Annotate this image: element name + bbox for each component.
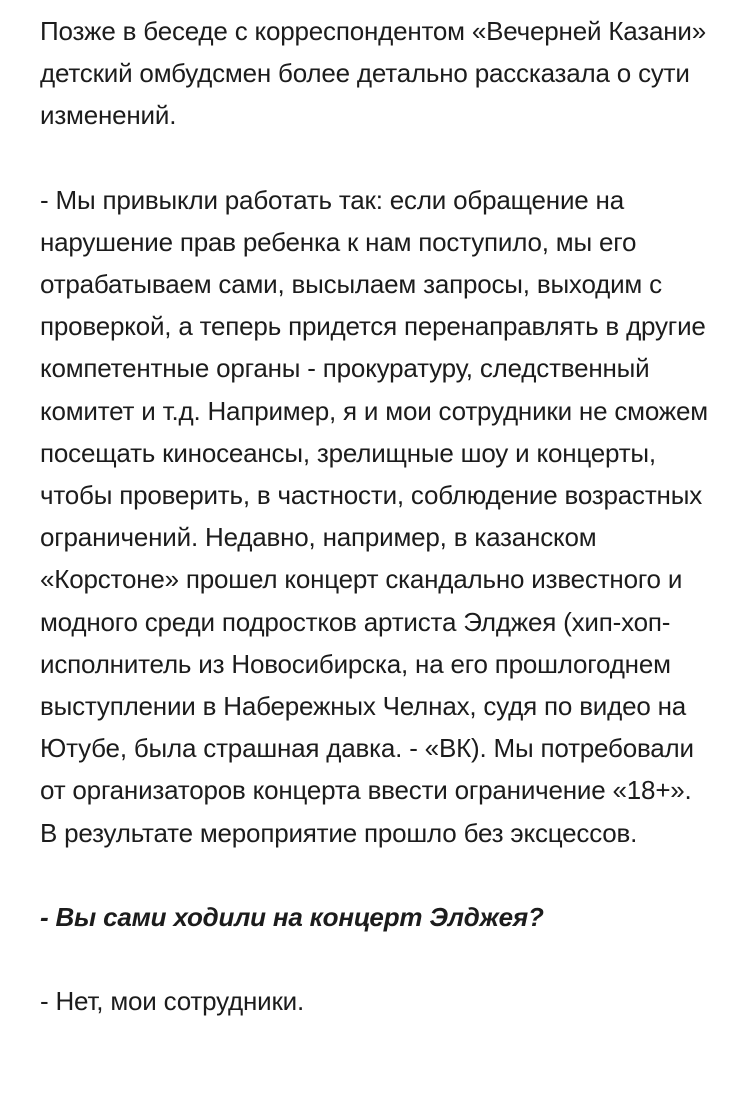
answer-paragraph-2: - Нет, мои сотрудники. bbox=[40, 986, 304, 1017]
question-paragraph: - Вы сами ходили на концерт Элджея? bbox=[40, 901, 544, 932]
intro-paragraph: Позже в беседе с корреспондентом «Вечерней Казани» детский омбудсмен более детально рассказала о сути изменений. bbox=[40, 16, 706, 131]
article-body bbox=[40, 10, 710, 1022]
paragraph-gap bbox=[40, 137, 710, 179]
answer-paragraph: - Мы привыкли работать так: если обращение на нарушение прав ребенка к нам поступило, мы его отрабатываем сами, высылаем запросы, выходим с проверкой, а теперь придется перенаправлять в другие компетентные органы - прокуратуру, следственный комитет и т.д. Например, я и мои сотрудники не сможем посещать киносеансы, зрелищные шоу и концерты, чтобы проверить, в частности, соблюдение возрастных ограничений. Недавно, например, в казанском «Корстоне» прошел концерт скандально известного и модного среди подростков артиста Элджея (хип-хоп-исполнитель из Новосибирска, на его прошлогоднем выступлении в Набережных Челнах, судя по видео на Ютубе, была страшная давка. - «ВК). Мы потребовали от организаторов концерта ввести ограничение «18+». В результате мероприятие прошло без эксцессов. bbox=[40, 184, 708, 848]
paragraph-gap bbox=[40, 854, 710, 896]
paragraph-gap bbox=[40, 938, 710, 980]
